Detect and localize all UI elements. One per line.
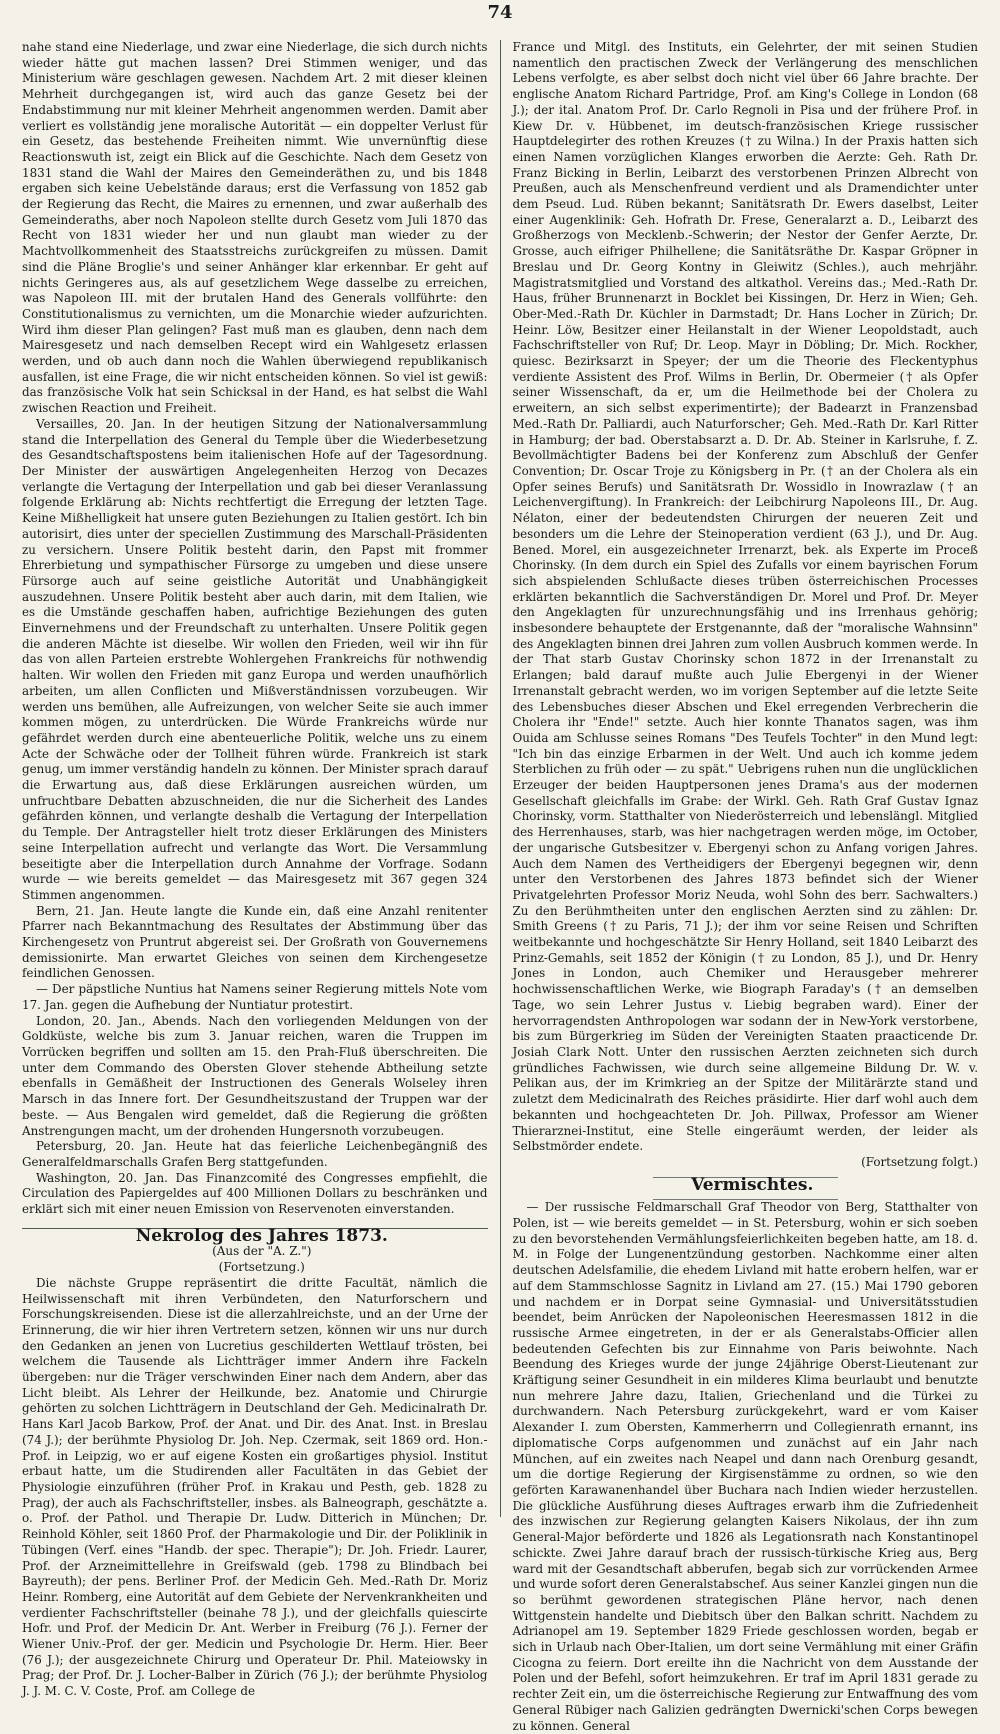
left-column [22,40,488,1699]
continuation-note: (Fortsetzung.) [218,1260,305,1275]
columns [22,40,979,1733]
dispatch-london: London, 20. Jan., Abends. Nach den vorliegenden Meldungen von der Goldküste, welche bis zum 3. Januar reichen, waren die Truppen im Vorrücken begriffen und sollten am 15. den Prah-Fluß überschreiten. Die unter dem Commando des Obersten Glover stehende Abtheilung setzte ebenfalls in Gemäßheit der Instructionen des Generals Wolseley ihren Marsch in das Innere fort. Der Gesundheitszustand der Truppen war der beste. — Aus Bengalen wird gemeldet, daß die Regierung die größten Anstrengungen macht, um der drohenden Hungersnoth vorzubeugen. [22,1013,488,1138]
right-column [512,40,979,1733]
vermischtes-paragraph: — Der russische Feldmarschall Graf Theodor von Berg, Statthalter von Polen, ist — wie bereits gemeldet — in St. Petersburg, wohin er sich soeben zu den bevorstehenden Vermählungsfeierlichkeiten begeben hatte, am 18. d. M. in Folge der Lungenentzündung gestorben. Nachkomme einer alten deutschen Adelsfamilie, die ehedem Livland mit hatte erobern helfen, war er auf dem Stammschlosse Sagnitz in Livland am 27. (15.) Mai 1790 geboren und nachdem er in Dorpat seine Gymnasial- und Universitätsstudien beendet, beim Anrücken der Napoleonischen Heeresmassen 1812 in die russische Armee eingetreten, in der er als Generalstabs-Officier allen bedeutenden Gefechten bis zur Einnahme von Paris beiwohnte. Nach Beendung des Krieges wurde der junge 24jährige Oberst-Lieutenant zur Kräftigung seiner Gesundheit in ein milderes Klima beurlaubt und benutzte nun mehrere Jahre dazu, Italien, Griechenland und die Türkei zu durchwandern. Nach Petersburg zurückgekehrt, ward er vom Kaiser Alexander I. zum Obersten, Kammerherrn und Collegienrath ernannt, ins diplomatische Corps aufgenommen und zunächst auf ein Jahr nach München, auf ein zweites nach Neapel und dann nach Orenburg gesandt, um die dortige Regierung der Kirgisenstämme zu ordnen, so wie den geförten Karawanenhandel über Buchara nach Indien wieder herzustellen. Die glückliche Ausführung dieses Auftrages erwarb ihm die Zufriedenheit des inzwischen zur Regierung gelangten Kaisers Nikolaus, der ihn zum General-Major beförderte und 1826 als Legationsrath nach Konstantinopel schickte. Zwei Jahre darauf brach der russisch-türkische Krieg aus, Berg ward mit der Gesandtschaft abberufen, begab sich zur vorrückenden Armee und wurde sofort deren Generalstabschef. Aus seiner Kanzlei gingen nun die so berühmt gewordenen strategischen Pläne hervor, nach denen Wittgenstein handelte und Diebitsch über den Balkan schritt. Nachdem zu Adrianopel am 19. September 1829 Friede geschlossen worden, begab er sich in Urlaub nach Ober-Italien, um dort seine Vermählung mit einer Gräfin Cicogna zu feiern. Dort ereilte ihn die Nachricht von dem Ausstande der Polen und der Befehl, sofort heimzukehren. Er traf im April 1831 gerade zu rechter Zeit ein, um die österreichische Regierung zur Entwaffnung des vom General Rübiger nach Galizien gedrängten Dwernicki'schen Corps bewegen zu können. General [512,1200,979,1733]
section-heading-nekrolog: Nekrolog des Jahres 1873. [135,1225,388,1246]
source-note: (Aus der "A. Z.") [212,1244,312,1259]
column-rule [500,40,501,1517]
dispatch-washington: Washington, 20. Jan. Das Finanzcomité des Congresses empfiehlt, die Circulation des Papiergeldes auf 400 Millionen Dollars zu beschränken und erklärt sich mit einer neuen Emission von Reservenoten einverstanden. [22,1170,488,1217]
nekrolog-continued-paragraph: France und Mitgl. des Instituts, ein Gelehrter, der mit seinen Studien namentlich den practischen Zweck der Verlängerung des menschlichen Lebens verfolgte, es aber selbst doch nicht viel über 66 Jahre brachte. Der englische Anatom Richard Partridge, Prof. am King's College in London (68 J.); der ital. Anatom Prof. Dr. Carlo Regnoli in Pisa und der frühere Prof. in Kiew Dr. v. Hübbenet, im deutsch-französischen Kriege russischer Hauptdelegirter des rothen Kreuzes († zu Wilna.) In der Praxis hatten sich einen Namen vorzüglichen Klanges erworben die Aerzte: Geh. Rath Dr. Franz Bicking in Berlin, Leibarzt des verstorbenen Prinzen Albrecht von Preußen, auch als Menschenfreund verdient und als Dramendichter unter dem Pseud. Lud. Rüben bekannt; Sanitätsrath Dr. Ewers daselbst, Leiter einer Augenklinik: Geh. Hofrath Dr. Frese, Generalarzt a. D., Leibarzt des Großherzogs von Mecklenb.-Schwerin; der Nestor der Genfer Aerzte, Dr. Grosse, auch eifriger Philhellene; die Sanitätsräthe Dr. Kaspar Gröpner in Breslau und Dr. Georg Kontny in Gleiwitz (Schles.), auch mehrjähr. Magistratsmitglied und Vorstand des altkathol. Vereins das.; Med.-Rath Dr. Haus, früher Brunnenarzt in Bocklet bei Kissingen, Dr. Herz in Wien; Geh. Ober-Med.-Rath Dr. Küchler in Darmstadt; Dr. Hans Locher in Zürich; Dr. Heinr. Löw, Besitzer einer Heilanstalt in der Wiener Leopoldstadt, auch Fachschriftsteller von Ruf; Dr. Leop. Mayr in Döbling; Dr. Mich. Rockher, quiesc. Bezirksarzt in Speyer; der um die Theorie des Fleckentyphus verdiente Assistent des Prof. Wilms in Berlin, Dr. Obermeier († als Opfer seiner Wissenschaft, da er, um die Heilmethode bei der Cholera zu erweitern, an sich selbst experimentirte); der Badearzt in Franzensbad Med.-Rath Dr. Palliardi, auch Naturforscher; Geh. Med.-Rath Dr. Karl Ritter in Hamburg; der bad. Oberstabsarzt a. D. Dr. Ab. Steiner in Karlsruhe, f. Z. Bevollmächtigter Badens bei der Konferenz zum Abschluß der Genfer Convention; Dr. Oscar Troje zu Königsberg in Pr. († an der Cholera als ein Opfer seines Berufs) und Sanitätsrath Dr. Wossidlo in Inowrazlaw († an Leichenvergiftung). In Frankreich: der Leibchirurg Napoleons III., Dr. Aug. Nélaton, einer der bedeutendsten Chirurgen der neueren Zeit und besonders um die Lehre der Steinoperation verdient (63 J.), und Dr. Aug. Bened. Morel, ein ausgezeichneter Irrenarzt, bek. als Experte im Proceß Chorinsky. (In dem durch ein Spiel des Zufalls vor einem bayrischen Forum sich abspielenden Schlußacte dieses trüben österreichischen Processes erklärten bekanntlich die Sachverständigen Dr. Morel und Prof. Dr. Meyer den Angeklagten für unzurechnungsfähig und ins Irrenhaus gehörig; insbesondere behauptete der Erstgenannte, daß der "moralische Wahnsinn" des Angeklagten binnen drei Jahren zum vollen Ausbruch kommen werde. In der That starb Gustav Chorinsky schon 1872 in der Irrenanstalt zu Erlangen; bald darauf mußte auch Julie Ebergenyi in der Wiener Irrenanstalt gebracht werden, wo im vorigen September auf die letzte Seite des Lebensbuches dieser Abschen und Ekel erregenden Verbrecherin die Cholera ihr "Ende!" setzte. Auch hier konnte Thanatos sagen, was ihm Ouida am Schlusse seines Romans "Des Teufels Tochter" in den Mund legt: "Ich bin das einzige Erbarmen in der Welt. Und auch ich komme jedem Sterblichen zu früh oder — zu spät." Uebrigens ruhen nun die unglücklichen Erzeuger der beiden Hauptpersonen jenes Drama's aus der modernen Gesellschaft gleichfalls im Grabe: der Wirkl. Geh. Rath Graf Gustav Ignaz Chorinsky, vorm. Statthalter von Niederösterreich und lebenslängl. Mitglied des Herrenhauses, starb, was hier nachgetragen werden möge, im October, der ungarische Gutsbesitzer v. Ebergenyi schon zu Anfang vorigen Jahres. Auch dem Namen des Vertheidigers der Ebergenyi begegnen wir, denn unter den Verstorbenen des Jahres 1873 befindet sich der Wiener Privatgelehrten Professor Moriz Neuda, wohl Sohn des berr. Sachwalters.) Zu den Berühmtheiten unter den englischen Aerzten sind zu zählen: Dr. Smith Greens († zu Paris, 71 J.); der ihm vor seine Reisen und Schriften weitbekannte und hochgeschätzte Sir Henry Holland, seit 1840 Leibarzt des Prinz-Gemahls, seit 1852 der Königin († zu London, 85 J.), und Dr. Henry Jones in London, auch Chemiker und Herausgeber mehrerer hochwissenschaftlichen Werke, wie Biograph Faraday's († an demselben Tage, wo sein Lehrer Justus v. Liebig begraben ward). Einer der hervorragendsten Anthropologen war sodann der in New-York verstorbene, bis zum Bürgerkrieg im Süden der Vereinigten Staaten praacticende Dr. Josiah Clark Nott. Unter den russischen Aerzten zeichneten sich durch gründliches Fachwissen, wie durch seine allgemeine Bildung Dr. W. v. Pelikan aus, der im Krimkrieg an der Spitze der Militärärzte stand und zuletzt dem Medicinalrath des Reiches präsidirte. Hier darf wohl auch dem bekannten und hochgeachteten Dr. Joh. Pillwax, Professor am Wiener Thierarznei-Institut, eine Stelle eingeräumt werden, der leider als Selbstmörder endete. [512,40,979,1154]
nekrolog-paragraph: Die nächste Gruppe repräsentirt die dritte Facultät, nämlich die Heilwissenschaft mit ihren Verbündeten, den Naturforschern und Forschungskreisenden. Diese ist die allerzahlreichste, und an der Urne der Erinnerung, die wir hier ihren Vertretern setzen, können wir uns nur durch den Gedanken an jenen von Lucretius geschilderten Wettlauf trösten, bei welchem die Tausende als Lichtträger immer Andern ihre Fackeln übergeben: nur die Träger verschwinden Einer nach dem Andern, aber das Licht bleibt. Als Lehrer der Heilkunde, bez. Anatomie und Chirurgie gehörten zu solchen Lichtträgern in Deutschland der Geh. Medicinalrath Dr. Hans Karl Jacob Barkow, Prof. der Anat. und Dir. des Anat. Inst. in Breslau (74 J.); der berühmte Physiolog Dr. Joh. Nep. Czermak, seit 1869 ord. Hon.-Prof. in Leipzig, wo er auf eigene Kosten ein großartiges physiol. Institut erbaut hatte, um die Studirenden aller Facultäten in das Gebiet der Physiologie einzuführen (früher Prof. in Krakau und Pesth, geb. 1828 zu Prag), der auch als Fachschriftsteller, insbes. als Balneograph, geschätzte a. o. Prof. der Pathol. und Therapie Dr. Ludw. Ditterich in München; Dr. Reinhold Köhler, seit 1860 Prof. der Pharmakologie und Dir. der Poliklinik in Tübingen (Verf. eines "Handb. der spec. Therapie"); Dr. Joh. Friedr. Laurer, Prof. der Arzneimittellehre in Greifswald (geb. 1798 zu Blindbach bei Bayreuth); der pens. Berliner Prof. der Medicin Geh. Med.-Rath Dr. Moriz Heinr. Romberg, eine Autorität auf dem Gebiete der Nervenkrankheiten und verdienter Fachschriftsteller (beinahe 78 J.), und der gleichfalls quiescirte Hofr. und Prof. der Medicin Dr. Ant. Werber in Freiburg (76 J.). Ferner der Wiener Univ.-Prof. der ger. Medicin und Psychologie Dr. Herm. Hier. Beer (76 J.); der ausgezeichnete Chirurg und Operateur Dr. Phil. Mateiowsky in Prag; der Prof. Dr. J. Locher-Balber in Zürich (76 J.); der berühmte Physiolog J. J. M. C. V. Coste, Prof. am College de [22,1275,488,1699]
continuation-footer: (Fortsetzung folgt.) [861,1154,979,1169]
section-heading-vermischtes: Vermischtes. [691,1174,814,1195]
dispatch-petersburg: Petersburg, 20. Jan. Heute hat das feierliche Leichenbegängniß des Generalfeldmarschalls Grafen Berg stattgefunden. [22,1139,488,1169]
dispatch-nuntius: — Der päpstliche Nuntius hat Namens seiner Regierung mittels Note vom 17. Jan. gegen die Aufhebung der Nuntiatur protestirt. [22,982,488,1012]
dispatch-bern: Bern, 21. Jan. Heute langte die Kunde ein, daß eine Anzahl renitenter Pfarrer nach Bekanntmachung des Resultates der Abstimmung über das Kirchengesetz von Pruntrut abgereist sei. Der Großrath von Gouvernemens demissionirte. Man erwartet Gleiches von seinen dem Kirchengesetze feindlichen Genossen. [22,903,488,981]
dispatch-versailles: Versailles, 20. Jan. In der heutigen Sitzung der Nationalversammlung stand die Interpellation des General du Temple über die Wiederbesetzung des Gesandtschaftspostens beim italienischen Hofe auf der Tagesordnung. Der Minister der auswärtigen Angelegenheiten Herzog von Decazes verlangte die Vertagung der Interpellation und gab bei dieser Veranlassung folgende Erklärung ab: Nichts rechtfertigt die Erregung der letzten Tage. Keine Mißhelligkeit hat unsere guten Beziehungen zu Italien gestört. Ich bin autorisirt, dies unter der speciellen Zustimmung des Marschall-Präsidenten zu versichern. Unsere Politik besteht darin, den Papst mit frommer Ehrerbietung und sympathischer Fürsorge zu umgeben und diese unsere Fürsorge auch auf seine geistliche Autorität und Unabhängigkeit auszudehnen. Unsere Politik besteht aber auch darin, mit dem Italien, wie es die Umstände geschaffen haben, aufrichtige Beziehungen des guten Einvernehmens und der Freundschaft zu unterhalten. Unsere Politik gegen die anderen Mächte ist dieselbe. Wir wollen den Frieden, weil wir ihn für das von allen Parteien erstrebte Wohlergehen Frankreichs für nothwendig halten. Wir wollen den Frieden mit ganz Europa und werden unaufhörlich arbeiten, um allen Conflicten und Mißverständnissen vorzubeugen. Wir werden uns bemühen, alle Aufreizungen, von welcher Seite sie auch immer kommen mögen, zu unterdrücken. Die Würde Frankreichs würde nur gefährdet werden durch eine abenteuerliche Politik, welche uns zu einem Acte der Schwäche oder der Tollheit führen würde. Frankreich ist stark genug, um immer verständig handeln zu können. Der Minister sprach darauf die Erwartung aus, daß diese Erklärungen ausreichen würden, um unfruchtbare Debatten abzuschneiden, die nur die Sicherheit des Landes gefährden können, und verlangte deshalb die Vertagung der Interpellation du Temple. Der Antragsteller hielt trotz dieser Erklärungen des Ministers seine Interpellation aufrecht und verlangte das Wort. Die Versammlung beseitigte aber die Interpellation durch Annahme der Vorfrage. Sodann wurde — wie bereits gemeldet — das Mairesgesetz mit 367 gegen 324 Stimmen angenommen. [22,416,488,902]
article-paragraph: nahe stand eine Niederlage, und zwar eine Niederlage, die sich durch nichts wieder hätte gut machen lassen? Drei Stimmen weniger, und das Ministerium wäre geschlagen gewesen. Nachdem Art. 2 mit dieser kleinen Mehrheit durchgegangen ist, wird auch das ganze Gesetz bei der Endabstimmung nur mit kleiner Mehrheit angenommen werden. Damit aber verliert es vollständig jene moralische Autorität — ein doppelter Verlust für ein Gesetz, das bestehende Freiheiten nimmt. Wie unvernünftig diese Reactionswuth ist, zeigt ein Blick auf die Geschichte. Nach dem Gesetz von 1831 stand die Wahl der Maires den Gemeinderäthen zu, und bis 1848 ergaben sich keine Uebelstände daraus; erst die Verfassung von 1852 gab der Regierung das Recht, die Maires zu ernennen, und zwar außerhalb des Gemeinderaths, aber noch Napoleon stellte durch Gesetz vom Juli 1870 das Recht von 1831 wieder her und nun glaubt man wieder zu der Machtvollkommenheit des Staatsstreichs zurückgreifen zu müssen. Damit sind die Pläne Broglie's und seiner Anhänger klar erkennbar. Er geht auf nichts Geringeres aus, als auf gesetzlichem Wege dasselbe zu erreichen, was Napoleon III. mit der brutalen Hand des Generals vollführte: den Constitutionalismus zu vernichten, um die Monarchie wieder aufzurichten. Wird ihm dieser Plan gelingen? Fast muß man es glauben, denn nach dem Mairesgesetz und nach demselben Recept wird ein Wahlgesetz erlassen werden, und ob auch dann noch die Wahlen überwiegend republikanisch ausfallen, ist eine Frage, die wir nicht entscheiden können. So viel ist gewiß: das französische Volk hat sein Schicksal in der Hand, es hat selbst die Wahl zwischen Reaction und Freiheit. [22,40,488,416]
page-number: 74 [487,2,513,23]
